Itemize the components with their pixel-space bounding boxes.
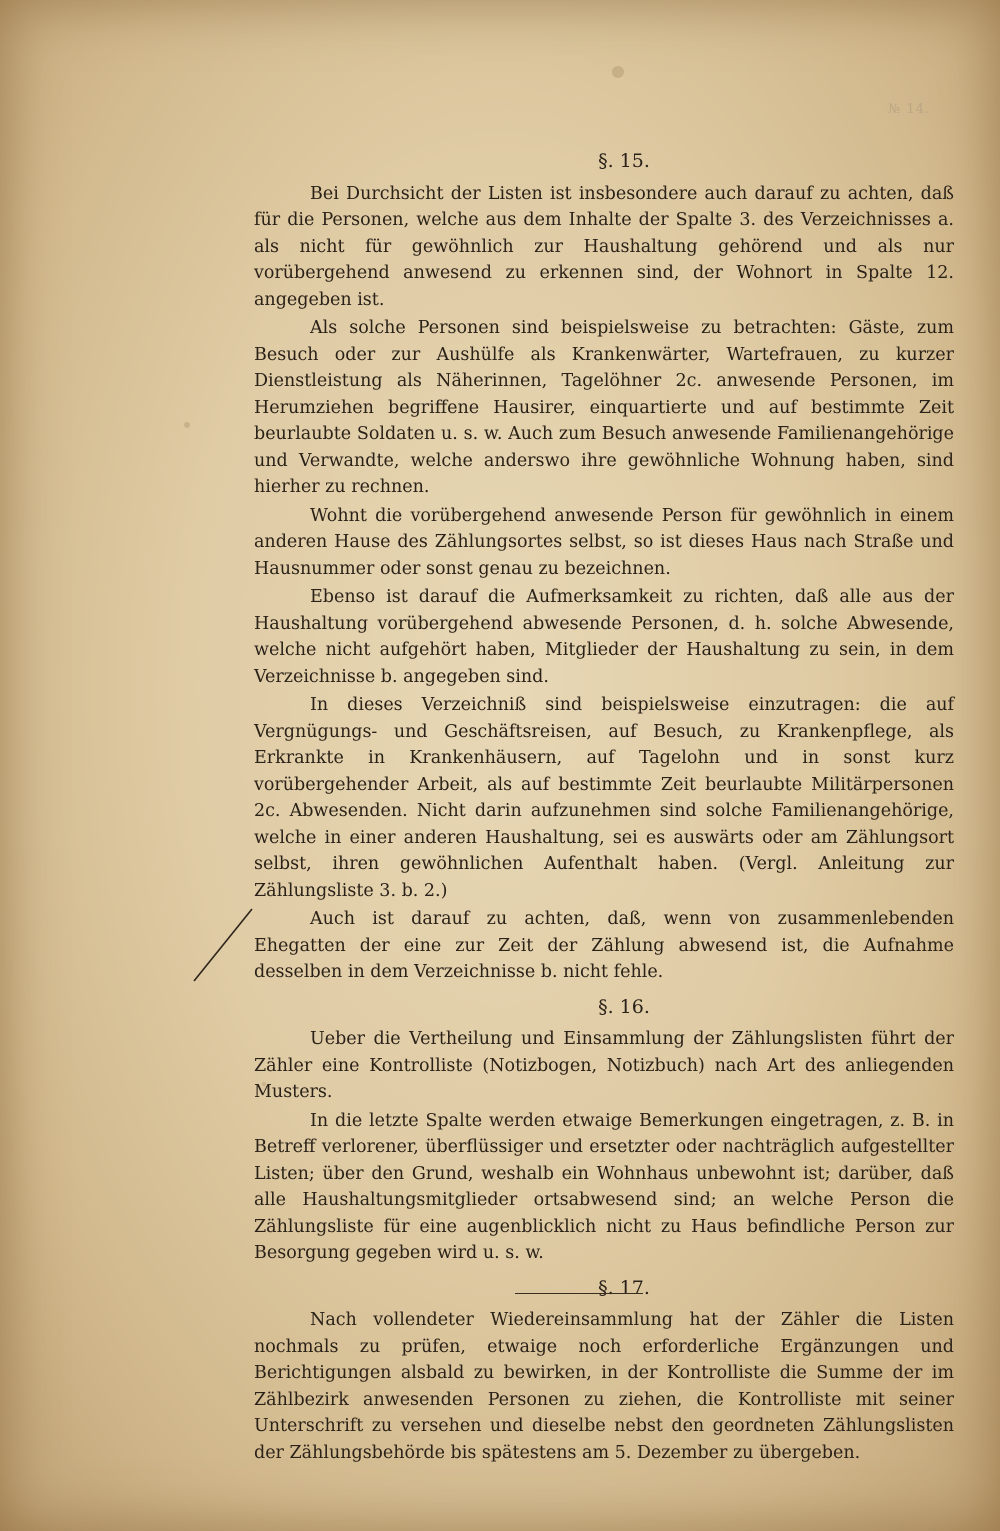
section-heading-17: §. 17. xyxy=(598,1276,650,1299)
paragraph: In die letzte Spalte werden etwaige Bemerkungen eingetragen, z. B. in Betreff verlorener, überflüssiger und ersetzter oder nachträglich aufgestellter Listen; über den Grund, weshalb ein Wohnhaus unbewohnt ist; darüber, daß alle Haushaltungsmitglieder ortsabwesend sind; an welche Person die Zählungsliste für eine augenblicklich nicht zu Haus befindliche Person zur Besorgung gegeben wird u. s. w. xyxy=(254,1110,954,1263)
paragraph: Als solche Personen sind beispielsweise zu betrachten: Gäste, zum Besuch oder zur Aushülfe als Krankenwärter, Wartefrauen, zu kurzer Dienstleistung als Näherinnen, Tagelöhner 2c. anwesende Personen, im Herumziehen begriffene Hausirer, einquartierte und auf bestimmte Zeit beurlaubte Soldaten u. s. w. Auch zum Besuch anwesende Familienangehörige und Verwandte, welche anderswo ihre gewöhnliche Wohnung haben, sind hierher zu rechnen. xyxy=(254,318,954,497)
document-body xyxy=(254,140,954,1468)
paragraph: Wohnt die vorübergehend anwesende Person für gewöhnlich in einem anderen Hause des Zählungsortes selbst, so ist dieses Haus nach Straße und Hausnummer oder sonst genau zu bezeichnen. xyxy=(254,505,954,579)
section-heading-15: §. 15. xyxy=(598,150,650,172)
page-number: № 14. xyxy=(888,102,931,117)
paragraph: In dieses Verzeichniß sind beispielsweise einzutragen: die auf Vergnügungs- und Geschäftsreisen, auf Besuch, zu Krankenpflege, als Erkrankte in Krankenhäusern, auf Tagelohn und in sonst kurz vorübergehender Arbeit, als auf bestimmte Zeit beurlaubte Militärpersonen 2c. Abwesenden. Nicht darin aufzunehmen sind solche Familienangehörige, welche in einer anderen Haushaltung, sei es auswärts oder am Zählungsort selbst, ihren gewöhnlichen Aufenthalt haben. (Vergl. Anleitung zur Zählungsliste 3. b. 2.) xyxy=(254,695,954,901)
paragraph: Nach vollendeter Wiedereinsammlung hat der Zähler die Listen nochmals zu prüfen, etwaige noch erforderliche Ergänzungen und Berichtigungen alsbald zu bewirken, in der Kontrolliste die Summe der im Zählbezirk anwesenden Personen zu ziehen, die Kontrolliste mit seiner Unterschrift zu versehen und dieselbe nebst den geordneten Zählungslisten der Zählungsbehörde bis spätestens am 5. Dezember zu übergeben. xyxy=(254,1310,954,1463)
paragraph: Bei Durchsicht der Listen ist insbesondere auch darauf zu achten, daß für die Personen, welche aus dem Inhalte der Spalte 3. des Verzeichnisses a. als nicht für gewöhnlich zur Haushaltung gehörend und als nur vorübergehend anwesend zu erkennen sind, der Wohnort in Spalte 12. angegeben ist. xyxy=(254,183,954,310)
section-heading-16: §. 16. xyxy=(598,995,650,1018)
paper-stain xyxy=(184,422,190,428)
margin-pen-mark xyxy=(186,905,256,985)
paper-stain xyxy=(612,66,624,78)
paragraph: Ebenso ist darauf die Aufmerksamkeit zu richten, daß alle aus der Haushaltung vorübergehend abwesende Personen, d. h. solche Abwesende, welche nicht aufgehört haben, Mitglieder der Haushaltung zu sein, in dem Verzeichnisse b. angegeben sind. xyxy=(254,587,954,687)
paragraph: Auch ist darauf zu achten, daß, wenn von zusammenlebenden Ehegatten der eine zur Zeit der Zählung abwesend ist, die Aufnahme desselben in dem Verzeichnisse b. nicht fehle. xyxy=(254,909,954,982)
paragraph: Ueber die Vertheilung und Einsammlung der Zählungslisten führt der Zähler eine Kontrolliste (Notizbogen, Notizbuch) nach Art des anliegenden Musters. xyxy=(254,1029,954,1102)
closing-rule xyxy=(515,1293,643,1294)
